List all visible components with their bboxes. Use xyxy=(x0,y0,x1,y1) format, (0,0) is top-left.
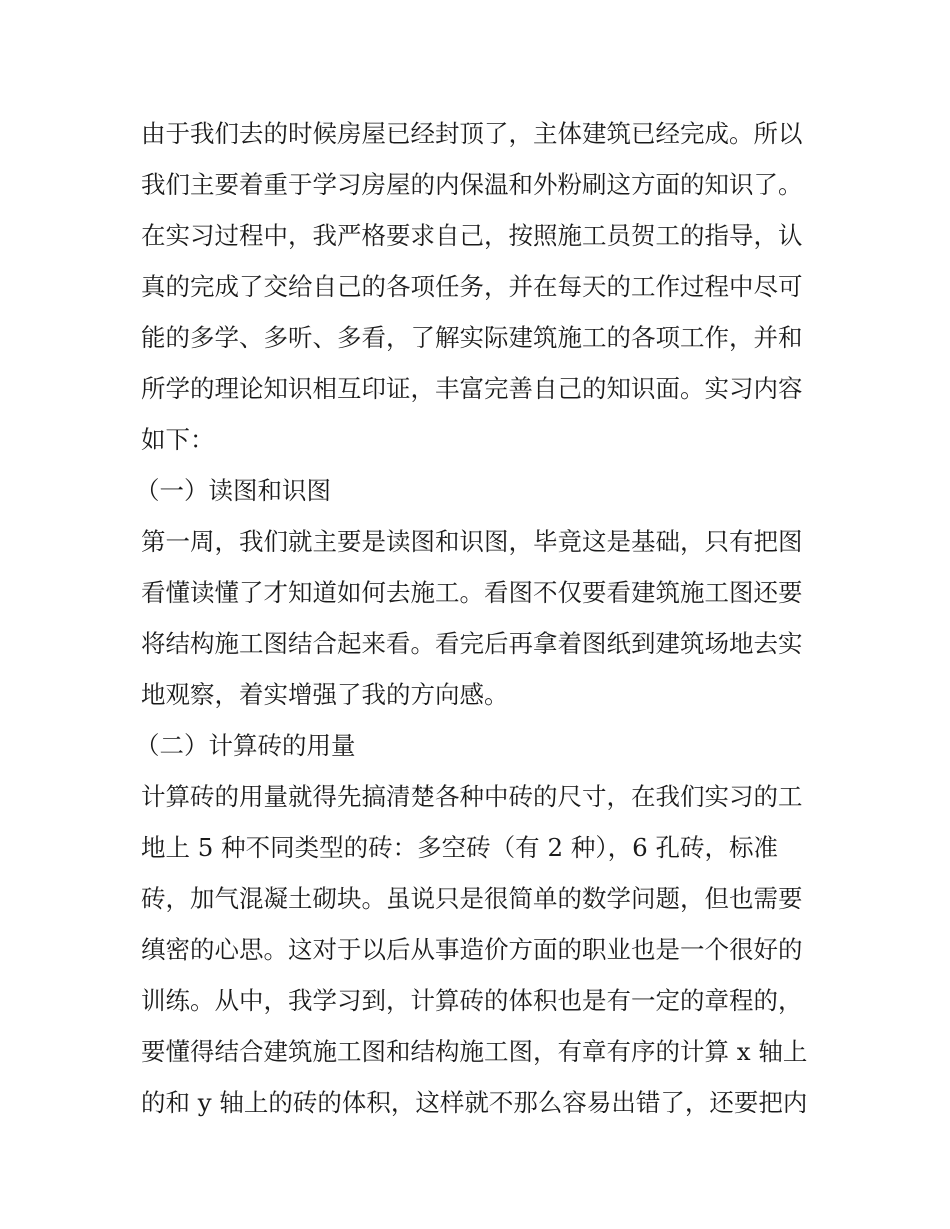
paragraph-line: 地上 5 种不同类型的砖：多空砖（有 2 种），6 孔砖，标准 xyxy=(141,833,778,862)
paragraph-line: 缜密的心思。这对于以后从事造价方面的职业也是一个很好的 xyxy=(141,935,803,964)
paragraph-line: 地观察，着实增强了我的方向感。 xyxy=(141,680,509,709)
paragraph-line: 训练。从中，我学习到，计算砖的体积也是有一定的章程的， xyxy=(141,986,803,1015)
paragraph-line: 真的完成了交给自己的各项任务，并在每天的工作过程中尽可 xyxy=(141,272,803,301)
paragraph-line: 将结构施工图结合起来看。看完后再拿着图纸到建筑场地去实 xyxy=(141,629,803,658)
paragraph-line: 计算砖的用量就得先搞清楚各种中砖的尺寸，在我们实习的工 xyxy=(141,782,803,811)
document-body xyxy=(135,108,821,1128)
paragraph-line: 看懂读懂了才知道如何去施工。看图不仅要看建筑施工图还要 xyxy=(141,578,803,607)
paragraph-line: 如下： xyxy=(141,425,215,454)
paragraph-line: 第一周，我们就主要是读图和识图，毕竟这是基础，只有把图 xyxy=(141,527,803,556)
paragraph-line: 要懂得结合建筑施工图和结构施工图，有章有序的计算 x 轴上 xyxy=(141,1037,808,1066)
paragraph-line: 能的多学、多听、多看，了解实际建筑施工的各项工作，并和 xyxy=(141,323,803,352)
section-heading: （二）计算砖的用量 xyxy=(135,731,356,760)
paragraph-line: 我们主要着重于学习房屋的内保温和外粉刷这方面的知识了。 xyxy=(141,170,803,199)
paragraph-line: 的和 y 轴上的砖的体积，这样就不那么容易出错了，还要把内 xyxy=(141,1088,808,1117)
paragraph-line: 由于我们去的时候房屋已经封顶了，主体建筑已经完成。所以 xyxy=(141,119,803,148)
section-heading: （一）读图和识图 xyxy=(135,476,331,505)
paragraph-line: 砖，加气混凝土砌块。虽说只是很简单的数学问题，但也需要 xyxy=(141,884,803,913)
paragraph-line: 所学的理论知识相互印证，丰富完善自己的知识面。实习内容 xyxy=(141,374,803,403)
paragraph-line: 在实习过程中，我严格要求自己，按照施工员贺工的指导，认 xyxy=(141,221,803,250)
